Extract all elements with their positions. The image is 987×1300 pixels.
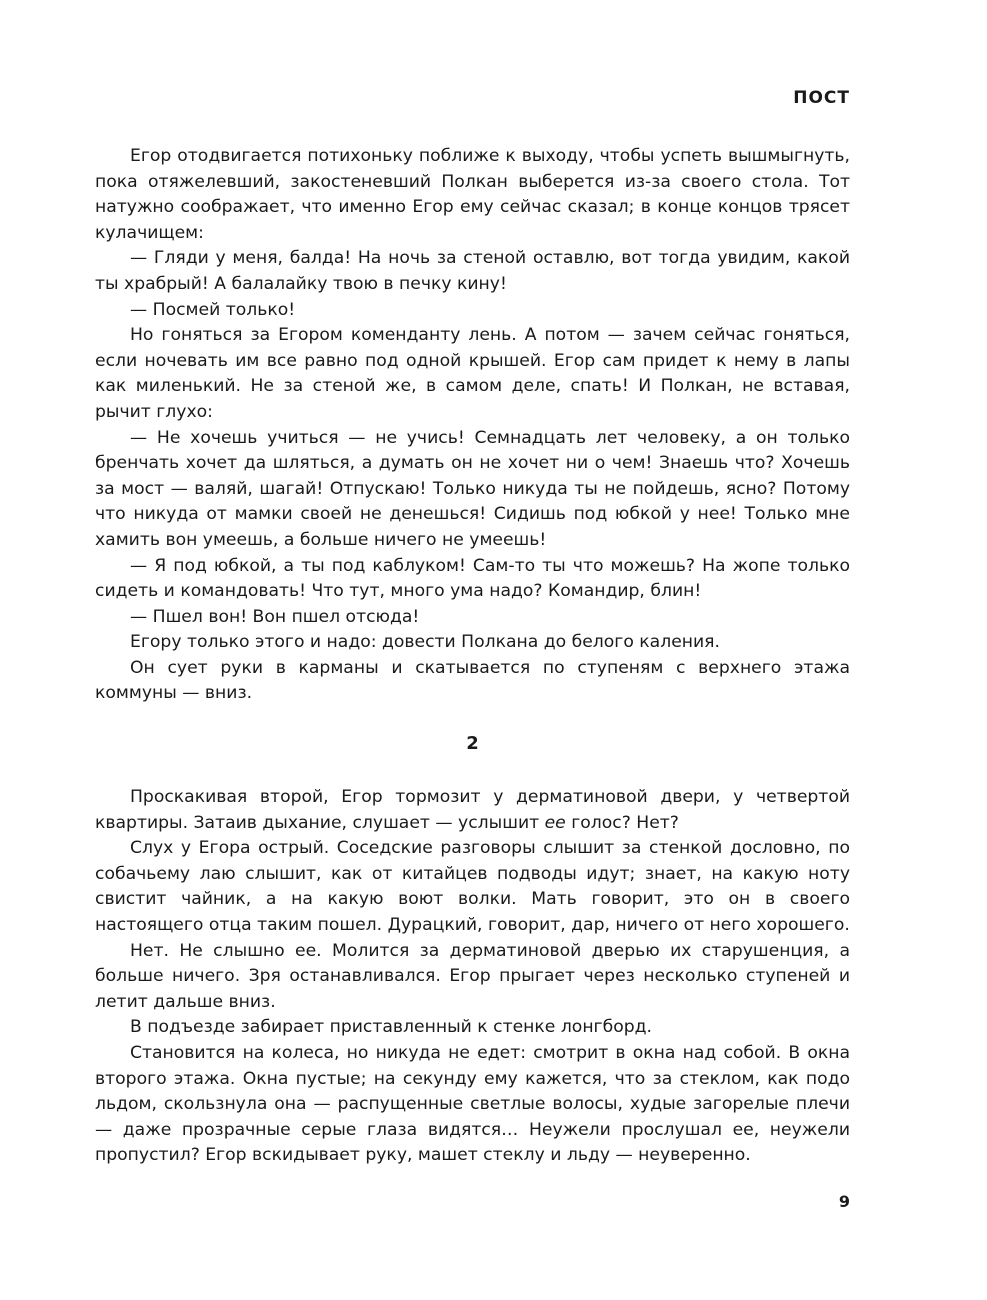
paragraph: — Не хочешь учиться — не учись! Семнадцать лет человеку, а он только бренчать хочет да шляться, а думать он не хочет ни о чем! Знаешь что? Хочешь за мост — валяй, шагай! Отпускаю! Только никуда ты не пойдешь, ясно? Потому что никуда от мамки своей не денешься! Сидишь под юбкой у нее! Только мне хамить вон умеешь, а больше ничего не умеешь! — [95, 427, 850, 550]
paragraph: Егор отодвигается потихоньку поближе к выходу, чтобы успеть вышмыгнуть, пока отяжелевший, закостеневший Полкан выберется из-за своего стола. Тот натужно соображает, что именно Егор ему сейчас сказал; в конце концов трясет кулачищем: — [95, 146, 850, 243]
paragraph: Но гоняться за Егором коменданту лень. А потом — зачем сейчас гоняться, если ночевать им все равно под одной крышей. Егор сам придет к нему в лапы как миленький. Не за стеной же, в самом деле, спать! И Полкан, не вставая, рычит глухо: — [95, 325, 850, 422]
paragraph: В подъезде забирает приставленный к стенке лонгборд. — [130, 1017, 652, 1038]
section-2-text — [95, 785, 850, 1169]
paragraph: Нет. Не слышно ее. Молится за дерматиновой дверью их старушенция, а больше ничего. Зря останавливался. Егор прыгает через несколько ступеней и летит дальше вниз. — [95, 940, 850, 1012]
italic-word: ее — [544, 812, 566, 833]
paragraph: Егору только этого и надо: довести Полкана до белого каления. — [130, 632, 720, 653]
paragraph — [95, 785, 850, 836]
paragraph: — Гляди у меня, балда! На ночь за стеной оставлю, вот тогда увидим, какой ты храбрый! А балалайку твою в печку кину! — [95, 248, 850, 294]
paragraph: Слух у Егора острый. Соседские разговоры слышит за стенкой дословно, по собачьему лаю слышит, как от китайцев подводы идут; знает, на какую ноту свистит чайник, а на какую воют волки. Мать говорит, это он в своего настоящего отца таким пошел. Дурацкий, говорит, дар, ничего от него хорошего. — [95, 838, 850, 935]
paragraph: Становится на колеса, но никуда не едет: смотрит в окна над собой. В окна второго этажа. Окна пустые; на секунду ему кажется, что за стеклом, как подо льдом, скользнула она — распущенные светлые волосы, худые загорелые плечи — даже прозрачные серые глаза видятся… Неужели прослушал ее, неужели пропустил? Егор вскидывает руку, машет стеклу и льду — неуверенно. — [95, 1042, 850, 1166]
paragraph-text: голос? Нет? — [565, 812, 679, 833]
chapter-number: 2 — [466, 733, 479, 754]
page-number: 9 — [838, 1192, 850, 1211]
paragraph: — Пшел вон! Вон пшел отсюда! — [130, 606, 420, 627]
section-1-text — [95, 144, 850, 707]
paragraph: — Я под юбкой, а ты под каблуком! Сам-то ты что можешь? На жопе только сидеть и командовать! Что тут, много ума надо? Командир, блин! — [95, 555, 850, 602]
running-title: ПОСТ — [793, 88, 850, 108]
paragraph: Он сует руки в карманы и скатывается по ступеням с верхнего этажа коммуны — вниз. — [95, 657, 850, 704]
paragraph: — Посмей только! — [130, 299, 296, 320]
paragraph-text: Проскакивая второй, Егор тормозит у дерматиновой двери, у четвертой квартиры. Затаив дыхание, слушает — услышит — [95, 787, 850, 833]
